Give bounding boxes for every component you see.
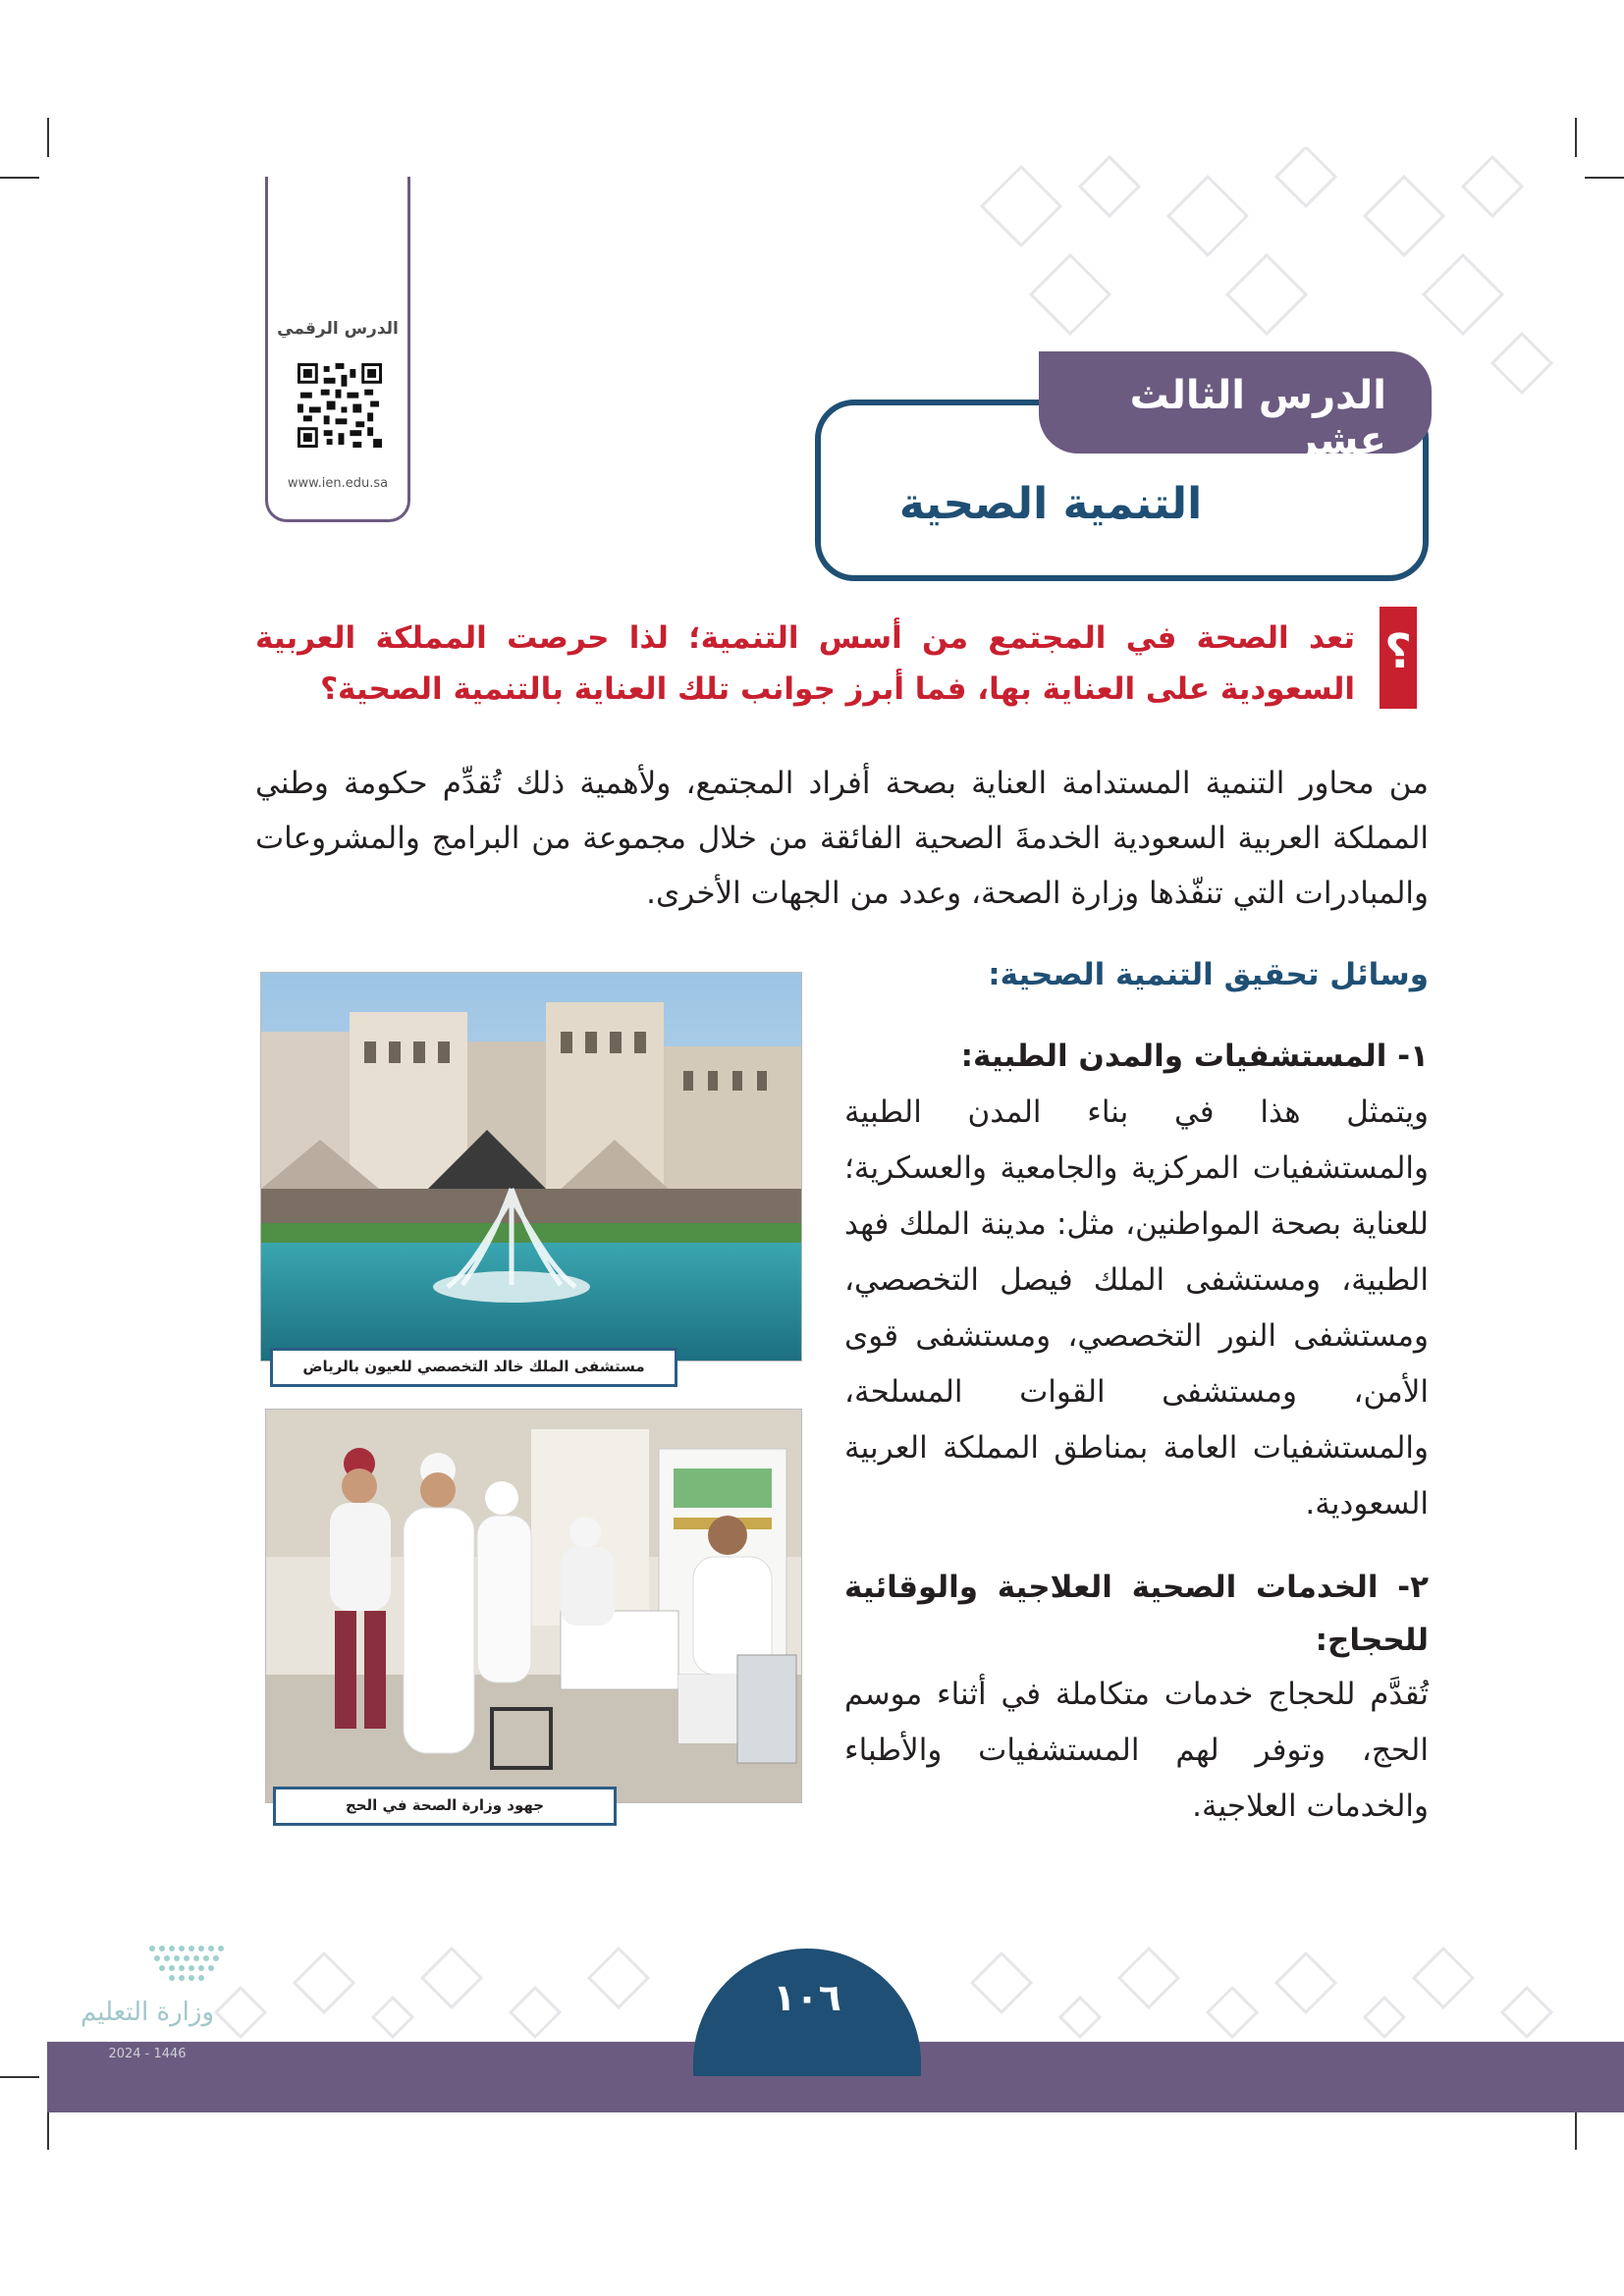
lesson-number: الدرس الثالث عشر <box>1129 373 1386 463</box>
hospital-photo-caption: مستشفى الملك خالد التخصصي للعيون بالرياض <box>270 1348 677 1387</box>
ministry-name: وزارة التعليم <box>80 1998 215 2027</box>
item-1-heading: ١- المستشفيات والمدن الطبية: <box>960 1039 1429 1074</box>
intro-paragraph: من محاور التنمية المستدامة العناية بصحة أفراد المجتمع، ولأهمية ذلك تُقدِّم حكومة وطني المملكة العربية السعودية الخدمةَ الصحية الفائقة من خلال مجموعة من البرامج والمشروعات والمبادرات التي تنفّذها وزارة الصحة، وعدد من الجهات الأخرى. <box>255 766 1429 911</box>
crop-mark <box>1575 2110 1577 2150</box>
crop-mark <box>47 2110 49 2150</box>
digital-lesson-label: الدرس الرقمي <box>277 319 399 339</box>
question-mark-icon: ؟ <box>1380 607 1417 709</box>
qr-code-icon[interactable] <box>298 363 382 448</box>
guiding-question: تعد الصحة في المجتمع من أسس التنمية؛ لذا حرصت المملكة العربية السعودية على العناية بها، فما أبرز جوانب تلك العناية بالتنمية الصحية؟ <box>255 620 1355 707</box>
page-number: ١٠٦ <box>773 1976 841 2019</box>
digital-lesson-url[interactable]: www.ien.edu.sa <box>287 476 389 491</box>
item-2-text: تُقدَّم للحجاج خدمات متكاملة في أثناء موسم الحج، وتوفر لهم المستشفيات والأطباء والخدمات العلاجية. <box>844 1677 1429 1824</box>
hospital-photo <box>260 972 802 1362</box>
lesson-title: التنمية الصحية <box>898 479 1203 529</box>
hajj-photo <box>265 1409 802 1803</box>
item-1-text: ويتمثل هذا في بناء المدن الطبية والمستشفيات المركزية والجامعية والعسكرية؛ للعناية بصحة المواطنين، مثل: مدينة الملك فهد الطبية، ومستشفى الملك فيصل التخصصي، ومستشفى النور التخصصي، ومستشفى قوى الأمن، ومستشفى القوات المسلحة، والمستشفيات العامة بمناطق المملكة العربية السعودية. <box>844 1095 1429 1522</box>
item-1 <box>844 1029 1429 1532</box>
crop-mark <box>0 2076 39 2078</box>
ministry-logo <box>59 1939 304 2076</box>
lesson-number-banner <box>1039 351 1432 463</box>
crop-mark <box>1585 177 1624 179</box>
section-heading: وسائل تحقيق التنمية الصحية: <box>988 957 1429 992</box>
crop-mark <box>47 118 49 157</box>
digital-lesson-tab[interactable] <box>265 177 410 522</box>
item-2 <box>844 1561 1429 1835</box>
hajj-photo-caption: جهود وزارة الصحة في الحج <box>273 1787 617 1826</box>
item-2-heading: ٢- الخدمات الصحية العلاجية والوقائية للحجاج: <box>844 1570 1429 1658</box>
crop-mark <box>0 177 39 179</box>
ministry-year: 2024 - 1446 <box>108 2047 187 2061</box>
crop-mark <box>1575 118 1577 157</box>
ministry-dots-icon <box>59 1939 236 1998</box>
